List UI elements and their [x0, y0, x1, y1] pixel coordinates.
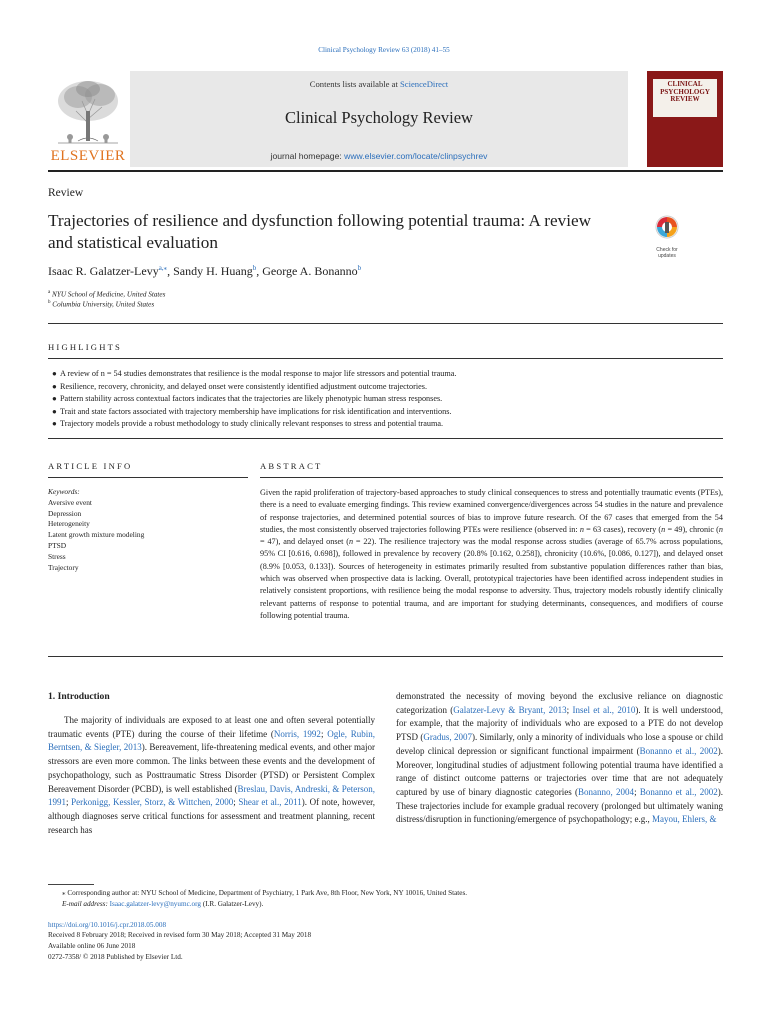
body-text: The majority of individuals are exposed to at least one and often several potentially traumatic events (PTE) during the course of their lifetime (	[48, 715, 375, 739]
corresponding-author-note: ⁎ Corresponding author at: NYU School of Medicine, Department of Psychiatry, 1 Park Ave, 8th Floor, New York, NY 10016, United States.	[62, 889, 468, 897]
body-text: ). Bereavement, life-threatening medical events, and other major stressors are even more common. The links between these events and the development of psychopathology, such as Posttraumatic Stress Disorder (PTSD) or Persistent Complex Bereavement Disorder (PCBD), is well established (	[48, 742, 376, 794]
highlights-heading: HIGHLIGHTS	[48, 342, 123, 352]
affiliation-key: a	[48, 290, 51, 295]
author-affiliation-mark[interactable]: a,⁎	[158, 264, 168, 272]
keyword: Aversive event	[48, 497, 92, 507]
highlight-item	[52, 418, 720, 431]
citation-link[interactable]: Mayou, Ehlers, &	[652, 814, 717, 825]
body-text: demonstrated the necessity of moving beyond the exclusive reliance on diagnostic categorization (	[396, 691, 723, 715]
copyright-line: 0272-7358/ © 2018 Published by Elsevier Ltd.	[48, 952, 183, 961]
body-text: ;	[566, 704, 573, 715]
divider	[48, 323, 723, 324]
author[interactable]	[48, 264, 167, 278]
keyword: PTSD	[48, 540, 67, 550]
email-link[interactable]: Isaac.galatzer-levy@nyumc.org	[109, 899, 202, 908]
citation-link[interactable]: Shear et al., 2011	[238, 797, 302, 808]
highlight-text: Trajectory models provide a robust methodology to study clinically relevant responses to stress and potential trauma.	[60, 419, 444, 429]
abstract-heading: ABSTRACT	[260, 461, 323, 471]
contents-line	[130, 79, 628, 89]
divider	[48, 358, 723, 359]
paper-title: Trajectories of resilience and dysfunction following potential trauma: A review and statistical evaluation	[48, 211, 592, 252]
body-text: ). Similarly, only a minority of individuals who lose a spouse or child develop clinical depression or significant functional impairment (	[396, 732, 723, 756]
highlight-text: Resilience, recovery, chronicity, and delayed onset were consistently identified adjustment outcome trajectories.	[60, 381, 428, 391]
crossmark-label: Check for updates	[656, 247, 678, 259]
highlight-item	[52, 406, 720, 419]
online-date: Available online 06 June 2018	[48, 942, 136, 951]
citation-link[interactable]: Bonanno et al., 2002	[639, 786, 718, 797]
author-list	[48, 264, 361, 279]
header-rule	[48, 170, 723, 172]
section-heading-introduction: 1. Introduction	[48, 691, 110, 702]
divider	[48, 656, 723, 657]
body-text: ;	[233, 797, 239, 808]
elsevier-wordmark[interactable]: ELSEVIER	[50, 148, 126, 164]
article-info-heading: ARTICLE INFO	[48, 461, 133, 471]
affiliation-a	[48, 290, 165, 298]
author-name: Sandy H. Huang	[173, 264, 253, 278]
highlight-item	[52, 393, 720, 406]
citation-link[interactable]: Bonanno et al., 2002	[639, 745, 718, 756]
bullet-icon: ●	[52, 381, 57, 391]
email-label: E-mail address:	[62, 899, 108, 908]
received-dates: Received 8 February 2018; Received in revised form 30 May 2018; Accepted 31 May 2018	[48, 931, 312, 940]
highlights-list	[52, 368, 720, 431]
body-text: ). Of note, however, although diagnoses serve critical functions for assessment and treatment planning, recent research has	[48, 797, 375, 835]
author-name: Isaac R. Galatzer-Levy	[48, 264, 159, 278]
doi-link[interactable]: https://doi.org/10.1016/j.cpr.2018.05.008	[48, 920, 167, 929]
author-affiliation-mark[interactable]: b	[357, 264, 362, 272]
keywords-label: Keywords:	[48, 487, 80, 496]
affiliation-text: Columbia University, United States	[52, 300, 155, 309]
author[interactable]	[173, 264, 256, 278]
author[interactable]	[262, 264, 361, 278]
footnote-rule	[48, 884, 94, 885]
body-text: ;	[320, 728, 328, 739]
keyword: Heterogeneity	[48, 519, 90, 529]
author-affiliation-mark[interactable]: b	[252, 264, 257, 272]
affiliation-text: NYU School of Medicine, United States	[52, 290, 166, 299]
author-separator: ,	[256, 264, 263, 278]
body-text: ). It is well understood, for example, that the majority of individuals who are exposed to a PTE do not develop PTSD (	[396, 704, 723, 743]
keyword: Depression	[48, 508, 82, 518]
author-name: George A. Bonanno	[262, 264, 358, 278]
highlight-text: A review of n = 54 studies demonstrates that resilience is the modal response to major life stressors and potential trauma.	[60, 369, 457, 378]
bullet-icon: ●	[52, 369, 57, 378]
keyword: Stress	[48, 551, 66, 561]
affiliation-key: b	[48, 300, 51, 305]
divider	[260, 477, 723, 478]
citation-link[interactable]: Ogle, Rubin, Berntsen, & Siegler, 2013	[48, 728, 375, 753]
highlight-text: Pattern stability across contextual factors indicates that the trajectories are likely phenotypic human stress responses.	[60, 394, 443, 404]
citation-link[interactable]: Breslau, Davis, Andreski, & Peterson, 1991	[48, 783, 375, 808]
check-for-updates-badge[interactable]	[650, 214, 684, 259]
body-text: ). These trajectories include for example gradual recovery (prolonged but ultimately waning distress/disruption in functioning/emergence of psychopathology; e.g.,	[396, 786, 723, 825]
bullet-icon: ●	[52, 406, 57, 416]
citation-link[interactable]: Norris, 1992	[273, 728, 321, 739]
journal-cover-thumbnail[interactable]	[647, 71, 723, 167]
email-line	[48, 899, 723, 910]
keyword: Latent growth mixture modeling	[48, 530, 145, 540]
citation-link[interactable]: Insel et al., 2010	[572, 704, 636, 715]
sciencedirect-link[interactable]: ScienceDirect	[400, 79, 449, 89]
divider	[48, 477, 248, 478]
body-column-right	[396, 690, 723, 827]
keywords-box	[48, 487, 248, 573]
affiliation-b	[48, 300, 154, 308]
citation-link[interactable]: Bonanno, 2004	[578, 786, 635, 797]
body-column-left	[48, 714, 375, 837]
divider	[48, 438, 723, 439]
keyword: Trajectory	[48, 562, 79, 572]
citation-link[interactable]: Galatzer-Levy & Bryant, 2013	[453, 704, 567, 715]
journal-homepage-line	[130, 151, 628, 161]
body-text: ;	[66, 797, 72, 808]
highlight-item	[52, 381, 720, 394]
homepage-prefix: journal homepage:	[270, 151, 345, 161]
cover-title: CLINICAL PSYCHOLOGY REVIEW	[660, 80, 710, 103]
body-text: ;	[634, 786, 640, 797]
bullet-icon: ●	[52, 419, 57, 429]
journal-citation[interactable]: Clinical Psychology Review 63 (2018) 41–55	[318, 46, 450, 54]
email-suffix: (I.R. Galatzer-Levy).	[201, 899, 264, 908]
highlight-item	[52, 368, 720, 381]
highlight-text: Trait and state factors associated with trajectory membership have implications for risk identification and interventions.	[60, 406, 452, 416]
footnotes	[48, 888, 723, 963]
author-separator: ,	[167, 264, 174, 278]
citation-link[interactable]: Gradus, 2007	[423, 732, 472, 743]
homepage-link[interactable]: www.elsevier.com/locate/clinpsychrev	[344, 151, 488, 161]
body-text: ). Moreover, longitudinal studies of adjustment following potential trauma have identified a range of distinct outcome patterns or trajectories over time that are not adequately captured by use of binary diagnostic categories (	[396, 745, 723, 797]
citation-link[interactable]: Perkonigg, Kessler, Storz, & Wittchen, 2000	[71, 797, 234, 808]
keywords-list	[48, 498, 248, 574]
bullet-icon: ●	[52, 394, 57, 404]
journal-title: Clinical Psychology Review	[285, 108, 473, 127]
crossmark-icon	[650, 214, 684, 242]
contents-prefix: Contents lists available at	[309, 79, 400, 89]
abstract-text: Given the rapid proliferation of trajectory-based approaches to study clinical consequences to stress and potentially traumatic events (PTEs), there is a need to evaluate emerging findings. This review examined convergence/divergences across 54 studies in the nature and prevalence of response trajectories, and determined potential sources of bias to improve future research. Of the 67 cases that emerged from the 54 studies, the most consistently observed trajectories following PTEs were resilience (observed in: n = 63 cases), recovery (n = 49), chronic (n = 47), and delayed onset (n = 22). The resilience trajectory was the modal response across studies (average of 65.7% across populations, 95% CI [0.616, 0.698]), followed in prevalence by recovery (20.8% [0.162, 0.258]), chronicity (10.6%, [0.086, 0.127]), and delayed onset (8.9% [0.053, 0.133]). Sources of heterogeneity in estimates primarily resulted from substantive population differences rather than bias, which was observed when prospective data is lacking. Overall, prototypical trajectories have been identified across independent studies in relatively consistent proportions, with resilience being the modal response to adversity. Thus, trajectory models robustly identify clinically relevant patterns of response to potential trauma, and are important for studying determinants, consequences, and modifiers of course following potential trauma.	[260, 488, 723, 620]
article-type-label: Review	[48, 187, 84, 199]
